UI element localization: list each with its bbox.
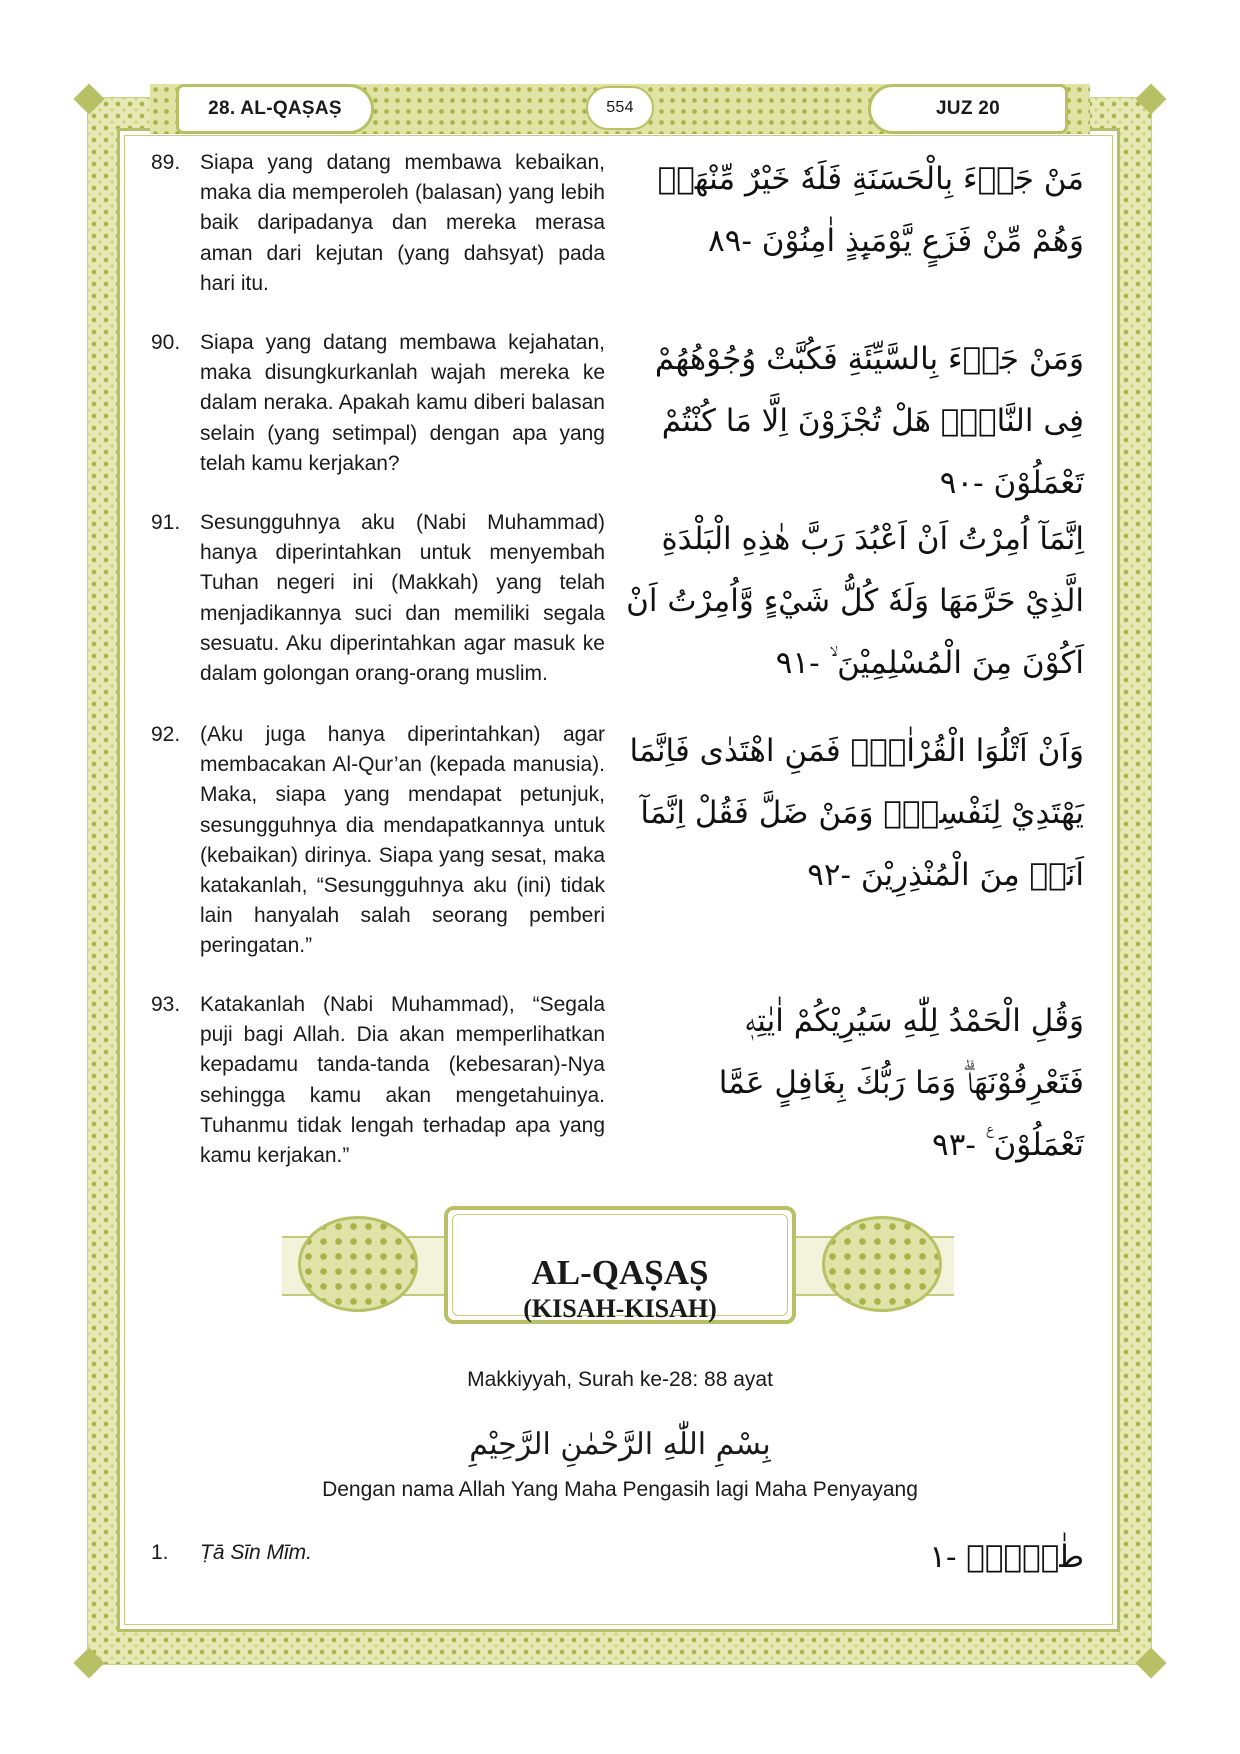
verse-arabic: وَاَنْ اَتْلُوَا الْقُرْاٰنَۚ فَمَنِ اهْتَدٰى فَاِنَّمَا يَهْتَدِيْ لِنَفْسِهٖۚ وَمَنْ ضَلَّ فَقُلْ اِنَّمَآ اَنَا۠ مِنَ الْمُنْذِرِيْنَ -٩٢	[629, 733, 1084, 893]
verse-number: 90.	[151, 331, 181, 354]
verse-number: 92.	[151, 723, 181, 746]
verse-arabic: طٰسۤمّۤ -١	[929, 1539, 1084, 1575]
verse-number: 1.	[151, 1541, 169, 1564]
banner-left-ornament	[298, 1216, 418, 1312]
verse-arabic: اِنَّمَآ اُمِرْتُ اَنْ اَعْبُدَ رَبَّ هٰذِهِ الْبَلْدَةِ الَّذِيْ حَرَّمَهَا وَلَهٗ كُلُّ شَيْءٍ وَّاُمِرْتُ اَنْ اَكُوْنَ مِنَ الْمُسْلِمِيْنَ ۙ -٩١	[626, 521, 1084, 681]
surah-subtitle: (KISAH-KISAH)	[523, 1294, 717, 1323]
verse-arabic: مَنْ جَاۤءَ بِالْحَسَنَةِ فَلَهٗ خَيْرٌ مِّنْهَاۚ وَهُمْ مِّنْ فَزَعٍ يَّوْمَىِٕذٍ اٰمِنُوْنَ -٨٩	[657, 161, 1084, 259]
verse-arabic: وَمَنْ جَاۤءَ بِالسَّيِّئَةِ فَكُبَّتْ وُجُوْهُهُمْ فِى النَّارِۗ هَلْ تُجْزَوْنَ اِلَّا مَا كُنْتُمْ تَعْمَلُوْنَ -٩٠	[654, 341, 1084, 501]
verse-translation: Siapa yang datang membawa kebaikan, maka dia memperoleh (balasan) yang lebih baik daripadanya dan mereka merasa aman dari kejutan (yang dahsyat) pada hari itu.	[200, 151, 605, 295]
verse-number: 89.	[151, 151, 181, 174]
surah-title: AL-QAṢAṢ	[531, 1253, 709, 1292]
banner-right-ornament	[822, 1216, 942, 1312]
verse-translation: Ṭā Sīn Mīm.	[200, 1541, 313, 1564]
surah-header-label: 28. AL-QAṢAṢ	[176, 84, 374, 134]
verse-arabic: وَقُلِ الْحَمْدُ لِلّٰهِ سَيُرِيْكُمْ اٰيٰتِهٖ فَتَعْرِفُوْنَهَاۗ وَمَا رَبُّكَ بِغَافِلٍ عَمَّا تَعْمَلُوْنَ ࣖ -٩٣	[718, 1003, 1084, 1163]
basmala-translation: Dengan nama Allah Yang Maha Pengasih lagi Maha Penyayang	[322, 1478, 918, 1501]
verse-number: 91.	[151, 511, 181, 534]
verse-translation: Sesungguhnya aku (Nabi Muhammad) hanya diperintahkan untuk menyembah Tuhan negeri ini (Makkah) yang telah menjadikannya suci dan memiliki segala sesuatu. Aku diperintahkan agar masuk ke dalam golongan orang-orang muslim.	[200, 511, 605, 686]
verse-translation: (Aku juga hanya diperintahkan) agar membacakan Al-Qur’an (kepada manusia). Maka, siapa yang mendapat petunjuk, sesungguhnya dia mendapatkannya untuk (kebaikan) dirinya. Siapa yang sesat, maka katakanlah, “Sesungguhnya aku (ini) tidak lain hanyalah salah seorang pemberi peringatan.”	[200, 723, 605, 958]
surah-info: Makkiyyah, Surah ke-28: 88 ayat	[467, 1368, 773, 1391]
verse-number: 93.	[151, 993, 181, 1016]
verse-translation: Katakanlah (Nabi Muhammad), “Segala puji bagi Allah. Dia akan memperlihatkan kepadamu tanda-tanda (kebesaran)-Nya sehingga kamu akan mengetahuinya. Tuhanmu tidak lengah terhadap apa yang kamu kerjakan.”	[200, 993, 605, 1168]
page-number: 554	[586, 86, 654, 130]
basmala-arabic: بِسْمِ اللّٰهِ الرَّحْمٰنِ الرَّحِيْمِ	[469, 1427, 771, 1462]
verse-translation: Siapa yang datang membawa kejahatan, maka disungkurkanlah wajah mereka ke dalam neraka. Apakah kamu diberi balasan selain (yang setimpal) dengan apa yang telah kamu kerjakan?	[200, 331, 605, 475]
juz-label: JUZ 20	[868, 84, 1068, 134]
